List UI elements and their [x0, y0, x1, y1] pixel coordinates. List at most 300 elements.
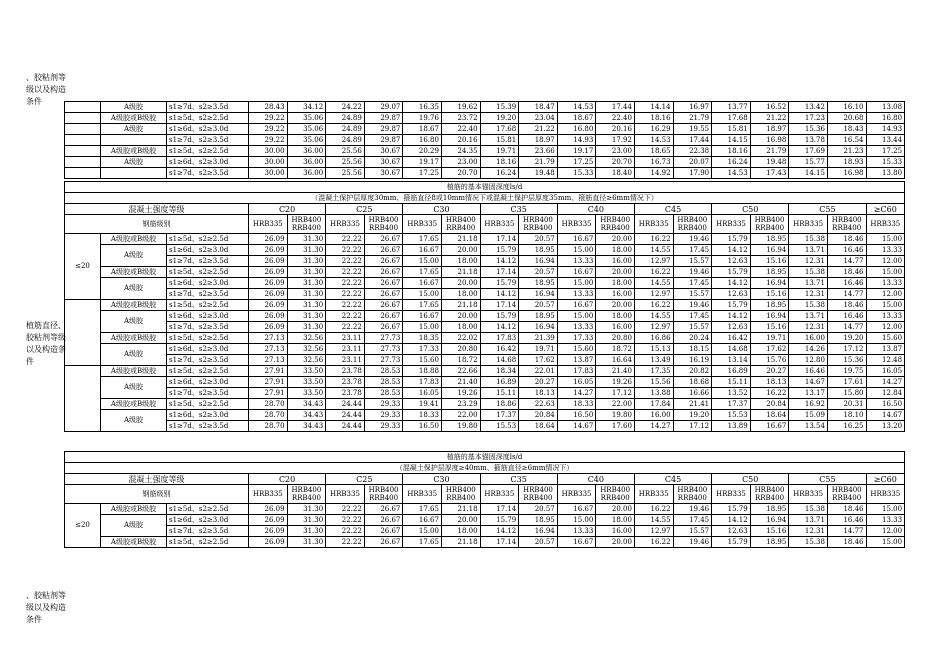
- value-cell: 15.79: [712, 537, 751, 548]
- condition-cell: s1≥5d、s2≥2.5d: [167, 300, 249, 311]
- value-cell: 17.65: [403, 267, 442, 278]
- value-cell: 13.33: [557, 256, 596, 267]
- value-cell: 16.67: [403, 278, 442, 289]
- value-cell: 22.22: [326, 322, 365, 333]
- value-cell: 18.15: [673, 344, 712, 355]
- value-cell: 17.33: [403, 344, 442, 355]
- value-cell: 21.23: [827, 146, 866, 157]
- value-cell: 14.53: [712, 168, 751, 179]
- value-cell: 17.25: [557, 157, 596, 168]
- value-cell: 12.63: [712, 256, 751, 267]
- value-cell: 16.98: [827, 168, 866, 179]
- grade-header: C20: [249, 474, 326, 485]
- glue-grade-cell: A级胶或B级胶: [101, 366, 167, 377]
- value-cell: 23.78: [326, 366, 365, 377]
- value-cell: 14.92: [634, 168, 673, 179]
- value-cell: 27.73: [364, 355, 403, 366]
- value-cell: 31.30: [287, 278, 326, 289]
- value-cell: 35.06: [287, 135, 326, 146]
- value-cell: 16.00: [596, 526, 635, 537]
- value-cell: 13.14: [712, 355, 751, 366]
- value-cell: 20.00: [596, 267, 635, 278]
- value-cell: 16.67: [403, 245, 442, 256]
- hrb335-header: HRB335: [557, 485, 596, 504]
- hrb335-header: HRB335: [789, 215, 828, 234]
- empty-cell: [65, 102, 101, 113]
- value-cell: 14.67: [789, 377, 828, 388]
- value-cell: 16.00: [596, 256, 635, 267]
- side-label-bottom: 、胶粘剂等级以及构造条件: [26, 591, 66, 624]
- value-cell: 16.66: [673, 388, 712, 399]
- value-cell: 15.81: [712, 124, 751, 135]
- glue-grade-cell: A级胶: [101, 377, 167, 399]
- value-cell: 31.30: [287, 504, 326, 515]
- value-cell: 16.92: [789, 399, 828, 410]
- hrb400-header: HRB400 RRB400: [596, 485, 635, 504]
- value-cell: 26.09: [249, 526, 288, 537]
- value-cell: 19.20: [480, 113, 519, 124]
- value-cell: 15.00: [557, 278, 596, 289]
- value-cell: 23.04: [519, 113, 558, 124]
- glue-grade-cell: A级胶或B级胶: [101, 537, 167, 548]
- hrb335-header: HRB335: [249, 485, 288, 504]
- table-row: [65, 102, 905, 113]
- value-cell: 12.63: [712, 289, 751, 300]
- value-cell: 21.79: [519, 157, 558, 168]
- hrb335-header: HRB335: [866, 215, 905, 234]
- value-cell: 26.67: [364, 245, 403, 256]
- value-cell: 15.38: [789, 300, 828, 311]
- value-cell: 29.07: [364, 102, 403, 113]
- condition-cell: s1≥5d、s2≥2.5d: [167, 234, 249, 245]
- value-cell: 15.00: [866, 267, 905, 278]
- value-cell: 18.95: [519, 278, 558, 289]
- value-cell: 18.00: [441, 322, 480, 333]
- value-cell: 22.22: [326, 278, 365, 289]
- value-cell: 19.71: [480, 146, 519, 157]
- value-cell: 14.93: [866, 124, 905, 135]
- value-cell: 19.20: [673, 410, 712, 421]
- value-cell: 17.37: [480, 410, 519, 421]
- value-cell: 17.45: [673, 245, 712, 256]
- hrb335-header: HRB335: [634, 215, 673, 234]
- grade-header: C45: [634, 204, 711, 215]
- value-cell: 29.87: [364, 135, 403, 146]
- glue-grade-cell: A级胶: [101, 515, 167, 537]
- value-cell: 16.46: [827, 245, 866, 256]
- value-cell: 17.65: [403, 537, 442, 548]
- table-row: [65, 388, 905, 399]
- value-cell: 17.68: [480, 124, 519, 135]
- table-row: [65, 267, 905, 278]
- value-cell: 18.16: [712, 146, 751, 157]
- value-cell: 26.67: [364, 234, 403, 245]
- rebar-grade-label: 钢筋级别: [65, 215, 249, 234]
- value-cell: 20.80: [441, 344, 480, 355]
- value-cell: 15.33: [866, 157, 905, 168]
- empty-cell: [65, 146, 101, 157]
- value-cell: 33.50: [287, 388, 326, 399]
- grade-header: C30: [403, 474, 480, 485]
- value-cell: 36.00: [287, 146, 326, 157]
- value-cell: 18.13: [519, 388, 558, 399]
- grade-header: C40: [557, 204, 634, 215]
- value-cell: 27.91: [249, 366, 288, 377]
- value-cell: 17.14: [480, 267, 519, 278]
- hrb335-header: HRB335: [712, 485, 751, 504]
- condition-cell: s1≥6d、s2≥3.0d: [167, 515, 249, 526]
- value-cell: 21.18: [441, 504, 480, 515]
- value-cell: 12.31: [789, 289, 828, 300]
- value-cell: 14.27: [557, 388, 596, 399]
- grade-header: C20: [249, 204, 326, 215]
- table-row: [65, 256, 905, 267]
- value-cell: 17.45: [673, 311, 712, 322]
- side-label-top: 、胶粘剂等级以及构造条件: [26, 73, 66, 106]
- value-cell: 17.12: [596, 388, 635, 399]
- hrb335-header: HRB335: [403, 485, 442, 504]
- value-cell: 15.76: [750, 355, 789, 366]
- glue-grade-cell: A级胶或B级胶: [101, 399, 167, 410]
- value-cell: 16.94: [519, 289, 558, 300]
- value-cell: 15.16: [750, 256, 789, 267]
- value-cell: 17.14: [480, 300, 519, 311]
- value-cell: 16.46: [789, 366, 828, 377]
- value-cell: 17.23: [789, 113, 828, 124]
- table-row: [65, 245, 905, 256]
- condition-cell: s1≥5d、s2≥2.5d: [167, 333, 249, 344]
- value-cell: 24.89: [326, 113, 365, 124]
- value-cell: 13.33: [866, 515, 905, 526]
- glue-grade-cell: A级胶或B级胶: [101, 146, 167, 157]
- value-cell: 12.00: [866, 289, 905, 300]
- value-cell: 20.00: [596, 537, 635, 548]
- value-cell: 16.67: [557, 300, 596, 311]
- hrb335-header: HRB335: [866, 485, 905, 504]
- value-cell: 36.00: [287, 168, 326, 179]
- value-cell: 18.13: [750, 377, 789, 388]
- value-cell: 34.43: [287, 410, 326, 421]
- value-cell: 14.77: [827, 322, 866, 333]
- value-cell: 13.17: [789, 388, 828, 399]
- value-cell: 26.67: [364, 515, 403, 526]
- value-cell: 13.49: [634, 355, 673, 366]
- value-cell: 15.79: [480, 278, 519, 289]
- grade-header: ≥C60: [866, 474, 905, 485]
- value-cell: 31.30: [287, 311, 326, 322]
- value-cell: 16.52: [750, 102, 789, 113]
- value-cell: 16.00: [634, 410, 673, 421]
- table-row: [65, 234, 905, 245]
- value-cell: 20.00: [596, 504, 635, 515]
- value-cell: 15.80: [827, 388, 866, 399]
- value-cell: 20.57: [519, 504, 558, 515]
- value-cell: 19.71: [750, 333, 789, 344]
- value-cell: 15.13: [634, 344, 673, 355]
- glue-grade-cell: A级胶或B级胶: [101, 113, 167, 124]
- value-cell: 18.33: [557, 399, 596, 410]
- value-cell: 16.89: [480, 377, 519, 388]
- value-cell: 34.43: [287, 421, 326, 432]
- value-cell: 17.44: [596, 102, 635, 113]
- value-cell: 19.55: [673, 124, 712, 135]
- table-row: [65, 113, 905, 124]
- value-cell: 17.12: [827, 344, 866, 355]
- value-cell: 13.33: [866, 245, 905, 256]
- value-cell: 20.24: [673, 333, 712, 344]
- value-cell: 19.26: [441, 388, 480, 399]
- value-cell: 26.09: [249, 234, 288, 245]
- value-cell: 16.00: [789, 333, 828, 344]
- value-cell: 16.19: [673, 355, 712, 366]
- value-cell: 14.12: [712, 515, 751, 526]
- value-cell: 15.00: [403, 526, 442, 537]
- value-cell: 32.56: [287, 333, 326, 344]
- value-cell: 12.00: [866, 322, 905, 333]
- value-cell: 31.30: [287, 245, 326, 256]
- value-cell: 27.13: [249, 355, 288, 366]
- condition-cell: s1≥6d、s2≥3.0d: [167, 311, 249, 322]
- value-cell: 15.79: [480, 245, 519, 256]
- value-cell: 20.84: [519, 410, 558, 421]
- condition-cell: s1≥5d、s2≥2.5d: [167, 399, 249, 410]
- condition-cell: s1≥6d、s2≥3.0d: [167, 157, 249, 168]
- value-cell: 23.11: [326, 333, 365, 344]
- value-cell: 19.17: [557, 146, 596, 157]
- hrb335-header: HRB335: [634, 485, 673, 504]
- value-cell: 29.22: [249, 113, 288, 124]
- value-cell: 12.63: [712, 322, 751, 333]
- value-cell: 15.79: [712, 234, 751, 245]
- value-cell: 22.01: [519, 366, 558, 377]
- section2-table: [64, 451, 905, 548]
- hrb400-header: HRB400 RRB400: [673, 215, 712, 234]
- value-cell: 13.33: [866, 278, 905, 289]
- value-cell: 15.39: [480, 102, 519, 113]
- value-cell: 16.80: [866, 113, 905, 124]
- value-cell: 20.57: [519, 267, 558, 278]
- value-cell: 18.95: [750, 300, 789, 311]
- table-row: [65, 515, 905, 526]
- value-cell: 16.42: [712, 333, 751, 344]
- value-cell: 16.35: [403, 102, 442, 113]
- table-row: [65, 135, 905, 146]
- table-row: [65, 526, 905, 537]
- value-cell: 21.39: [519, 333, 558, 344]
- value-cell: 34.43: [287, 399, 326, 410]
- value-cell: 15.00: [866, 504, 905, 515]
- value-cell: 15.79: [480, 311, 519, 322]
- value-cell: 17.68: [712, 113, 751, 124]
- section1-table: [64, 181, 905, 432]
- condition-cell: s1≥5d、s2≥2.5d: [167, 113, 249, 124]
- value-cell: 15.79: [712, 504, 751, 515]
- value-cell: 18.68: [673, 377, 712, 388]
- hrb400-header: HRB400 RRB400: [287, 215, 326, 234]
- value-cell: 18.16: [480, 157, 519, 168]
- value-cell: 17.62: [519, 355, 558, 366]
- value-cell: 24.44: [326, 399, 365, 410]
- value-cell: 18.93: [827, 157, 866, 168]
- value-cell: 18.00: [596, 278, 635, 289]
- table-row: [65, 366, 905, 377]
- value-cell: 15.77: [789, 157, 828, 168]
- diameter-cell: [65, 300, 101, 366]
- glue-grade-cell: A级胶: [101, 102, 167, 113]
- hrb335-header: HRB335: [326, 485, 365, 504]
- value-cell: 20.07: [673, 157, 712, 168]
- table-row: [65, 311, 905, 322]
- value-cell: 22.22: [326, 311, 365, 322]
- hrb335-header: HRB335: [403, 215, 442, 234]
- value-cell: 16.94: [750, 245, 789, 256]
- value-cell: 17.83: [557, 366, 596, 377]
- value-cell: 14.68: [480, 355, 519, 366]
- value-cell: 13.54: [789, 421, 828, 432]
- glue-grade-cell: A级胶或B级胶: [101, 234, 167, 245]
- value-cell: 14.55: [634, 311, 673, 322]
- value-cell: 18.10: [827, 410, 866, 421]
- side-label-mid: 植筋直径、胶粘剂等级以及构造条件: [26, 321, 66, 366]
- hrb400-header: HRB400 RRB400: [287, 485, 326, 504]
- value-cell: 13.33: [866, 311, 905, 322]
- value-cell: 26.67: [364, 267, 403, 278]
- value-cell: 18.35: [403, 333, 442, 344]
- value-cell: 13.80: [866, 168, 905, 179]
- value-cell: 18.97: [519, 135, 558, 146]
- value-cell: 14.55: [634, 245, 673, 256]
- value-cell: 16.25: [827, 421, 866, 432]
- value-cell: 14.93: [557, 135, 596, 146]
- empty-cell: [65, 113, 101, 124]
- value-cell: 18.00: [596, 245, 635, 256]
- grade-header: C35: [480, 474, 557, 485]
- value-cell: 19.46: [673, 267, 712, 278]
- value-cell: 28.70: [249, 399, 288, 410]
- value-cell: 29.87: [364, 124, 403, 135]
- value-cell: 28.43: [249, 102, 288, 113]
- value-cell: 13.78: [789, 135, 828, 146]
- value-cell: 31.30: [287, 289, 326, 300]
- value-cell: 13.44: [866, 135, 905, 146]
- condition-cell: s1≥7d、s2≥3.5d: [167, 421, 249, 432]
- value-cell: 17.14: [480, 504, 519, 515]
- hrb400-header: HRB400 RRB400: [596, 215, 635, 234]
- value-cell: 28.70: [249, 410, 288, 421]
- value-cell: 21.40: [596, 366, 635, 377]
- value-cell: 18.67: [403, 124, 442, 135]
- value-cell: 31.30: [287, 267, 326, 278]
- value-cell: 28.70: [249, 421, 288, 432]
- value-cell: 15.57: [673, 256, 712, 267]
- value-cell: 19.71: [519, 344, 558, 355]
- value-cell: 26.09: [249, 300, 288, 311]
- value-cell: 23.78: [326, 377, 365, 388]
- value-cell: 16.22: [634, 504, 673, 515]
- value-cell: 14.12: [480, 322, 519, 333]
- grade-header: C25: [326, 474, 403, 485]
- value-cell: 12.00: [866, 526, 905, 537]
- value-cell: 16.22: [634, 267, 673, 278]
- condition-cell: s1≥6d、s2≥3.0d: [167, 278, 249, 289]
- value-cell: 20.70: [441, 168, 480, 179]
- value-cell: 35.06: [287, 124, 326, 135]
- value-cell: 23.78: [326, 388, 365, 399]
- value-cell: 30.67: [364, 146, 403, 157]
- value-cell: 24.44: [326, 421, 365, 432]
- value-cell: 14.12: [480, 526, 519, 537]
- value-cell: 17.44: [673, 135, 712, 146]
- value-cell: 13.33: [557, 322, 596, 333]
- value-cell: 16.94: [750, 278, 789, 289]
- value-cell: 22.22: [326, 289, 365, 300]
- value-cell: 14.15: [712, 135, 751, 146]
- value-cell: 16.67: [750, 421, 789, 432]
- hrb400-header: HRB400 RRB400: [519, 215, 558, 234]
- glue-grade-cell: A级胶: [101, 410, 167, 432]
- value-cell: 16.89: [712, 366, 751, 377]
- hrb335-header: HRB335: [326, 215, 365, 234]
- value-cell: 15.79: [712, 267, 751, 278]
- grade-header: ≥C60: [866, 204, 905, 215]
- value-cell: 18.86: [480, 399, 519, 410]
- hrb335-header: HRB335: [249, 215, 288, 234]
- value-cell: 16.67: [403, 311, 442, 322]
- value-cell: 15.00: [557, 245, 596, 256]
- value-cell: 22.22: [326, 526, 365, 537]
- value-cell: 19.76: [403, 113, 442, 124]
- value-cell: 16.94: [519, 322, 558, 333]
- value-cell: 29.33: [364, 421, 403, 432]
- value-cell: 24.35: [441, 146, 480, 157]
- value-cell: 16.24: [480, 168, 519, 179]
- value-cell: 18.00: [441, 289, 480, 300]
- value-cell: 12.97: [634, 322, 673, 333]
- table-row: [65, 124, 905, 135]
- value-cell: 18.95: [519, 515, 558, 526]
- value-cell: 18.95: [519, 311, 558, 322]
- table-row: [65, 278, 905, 289]
- glue-grade-cell: A级胶: [101, 245, 167, 267]
- value-cell: 15.16: [750, 322, 789, 333]
- value-cell: 15.38: [789, 504, 828, 515]
- value-cell: 16.67: [557, 504, 596, 515]
- value-cell: 14.12: [712, 278, 751, 289]
- value-cell: 15.00: [866, 300, 905, 311]
- value-cell: 21.18: [441, 537, 480, 548]
- value-cell: 15.11: [480, 388, 519, 399]
- value-cell: 23.72: [441, 113, 480, 124]
- value-cell: 15.11: [712, 377, 751, 388]
- condition-cell: s1≥6d、s2≥3.0d: [167, 410, 249, 421]
- value-cell: 29.22: [249, 124, 288, 135]
- value-cell: 12.00: [866, 256, 905, 267]
- value-cell: 13.71: [789, 278, 828, 289]
- value-cell: 15.57: [673, 526, 712, 537]
- value-cell: 31.30: [287, 515, 326, 526]
- value-cell: 32.56: [287, 344, 326, 355]
- value-cell: 18.00: [441, 256, 480, 267]
- value-cell: 13.42: [789, 102, 828, 113]
- value-cell: 26.09: [249, 537, 288, 548]
- table-row: [65, 146, 905, 157]
- value-cell: 18.46: [827, 300, 866, 311]
- value-cell: 12.84: [866, 388, 905, 399]
- value-cell: 14.12: [712, 245, 751, 256]
- value-cell: 17.83: [480, 333, 519, 344]
- hrb335-header: HRB335: [712, 215, 751, 234]
- value-cell: 25.56: [326, 146, 365, 157]
